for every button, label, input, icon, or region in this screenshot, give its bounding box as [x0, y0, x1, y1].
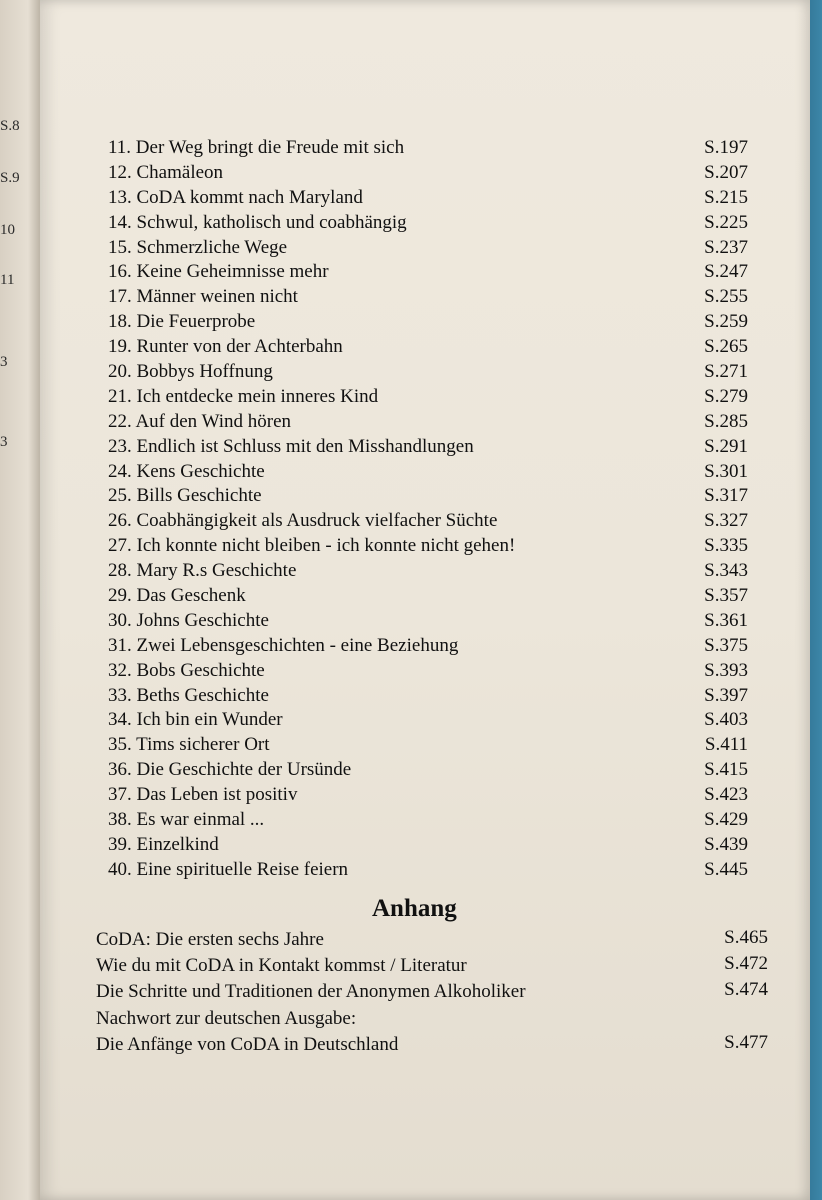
toc-entry: [108, 584, 748, 609]
toc-entry: [108, 708, 748, 733]
toc-entry-text: Bobs Geschichte: [136, 659, 265, 681]
toc-entry-page: S.403: [704, 709, 748, 731]
appendix-entry: [96, 1007, 768, 1033]
appendix-entry-title: CoDA: Die ersten sechs Jahre: [96, 929, 324, 950]
toc-entry-title: [108, 211, 407, 236]
toc-entry-page: S.237: [704, 236, 748, 258]
toc-entry-text: Ich bin ein Wunder: [136, 709, 283, 731]
toc-entry: [108, 484, 748, 509]
toc-entry: [108, 509, 748, 534]
toc-entry-title: [108, 260, 329, 285]
toc-entry-number: 37.: [108, 784, 132, 806]
toc-entry: [108, 733, 748, 758]
toc-entry-text: Es war einmal ...: [136, 809, 265, 831]
toc-entry-number: 24.: [108, 460, 132, 482]
toc-entry-title: [108, 808, 264, 833]
toc-entry-text: Die Geschichte der Ursünde: [136, 759, 352, 781]
toc-entry-number: 21.: [108, 385, 132, 407]
toc-entry-page: S.225: [704, 211, 748, 233]
toc-entry-number: 17.: [108, 286, 132, 308]
toc-entry-title: [108, 708, 283, 733]
appendix-entry-page: S.474: [724, 979, 768, 1000]
toc-entry: [108, 808, 748, 833]
toc-entry: [108, 236, 748, 261]
toc-entry-page: S.291: [704, 435, 748, 457]
toc-entry-page: S.285: [704, 410, 748, 432]
toc-entry-title: [108, 335, 343, 360]
left-page-fragment: 3: [0, 434, 8, 450]
appendix-entry: [96, 954, 768, 980]
toc-entry-number: 27.: [108, 535, 132, 557]
toc-entry: [108, 858, 748, 883]
toc-entry-title: [108, 584, 246, 609]
toc-entry-title: [108, 858, 348, 883]
toc-entry: [108, 186, 748, 211]
toc-entry-text: Das Geschenk: [136, 585, 246, 607]
toc-entry-text: Runter von der Achterbahn: [136, 336, 343, 358]
toc-entry-title: [108, 684, 269, 709]
toc-entry: [108, 211, 748, 236]
toc-entry-page: S.271: [704, 361, 748, 383]
toc-entry: [108, 460, 748, 485]
toc-entry-title: [108, 186, 363, 211]
toc-entry-title: [108, 285, 298, 310]
toc-entry-text: Coabhängigkeit als Ausdruck vielfacher Süchte: [136, 510, 498, 532]
toc-entry-text: Chamäleon: [136, 161, 224, 183]
toc-entry-number: 40.: [108, 858, 132, 880]
left-page-fragment: 3: [0, 354, 8, 370]
toc-entry-page: S.423: [704, 784, 748, 806]
toc-entry-page: S.259: [704, 311, 748, 333]
toc-entry-number: 12.: [108, 161, 132, 183]
toc-entry: [108, 385, 748, 410]
toc-entry-number: 29.: [108, 585, 132, 607]
toc-entry-text: Das Leben ist positiv: [136, 784, 298, 806]
toc-entry-title: [108, 634, 458, 659]
toc-entry: [108, 684, 748, 709]
left-page-fragment: 11: [0, 272, 15, 288]
toc-entry-text: Tims sicherer Ort: [136, 734, 270, 756]
toc-entry-text: Keine Geheimnisse mehr: [136, 261, 329, 283]
toc-entry-title: [108, 534, 515, 559]
toc-entry: [108, 634, 748, 659]
toc-entry-text: Einzelkind: [136, 833, 219, 855]
toc-entry-number: 33.: [108, 684, 132, 706]
toc-entry-number: 20.: [108, 361, 132, 383]
toc-entry: [108, 559, 748, 584]
toc-entry-number: 35.: [108, 734, 132, 756]
appendix-heading: Anhang: [372, 895, 457, 922]
toc-entry-page: S.327: [704, 510, 748, 532]
appendix-entry: [96, 1033, 768, 1059]
toc-entry: [108, 783, 748, 808]
toc-entry-page: S.357: [704, 585, 748, 607]
toc-entry-text: Mary R.s Geschichte: [136, 560, 297, 582]
left-page-fragment: 10: [0, 222, 15, 238]
toc-entry-page: S.375: [704, 634, 748, 656]
toc-entry: [108, 435, 748, 460]
toc-entry-page: S.247: [704, 261, 748, 283]
toc-entry-text: Endlich ist Schluss mit den Misshandlungen: [136, 435, 474, 457]
toc-entry-title: [108, 435, 474, 460]
toc-entry-page: S.429: [704, 809, 748, 831]
toc-entry-text: Bills Geschichte: [136, 485, 262, 507]
toc-entry-number: 13.: [108, 186, 132, 208]
toc-entry-title: [108, 236, 287, 261]
toc-entry-page: S.393: [704, 659, 748, 681]
toc-entry-page: S.335: [704, 535, 748, 557]
appendix-entry-title: Die Anfänge von CoDA in Deutschland: [96, 1034, 399, 1055]
appendix-entry: [96, 980, 768, 1007]
toc-entry: [108, 136, 748, 161]
left-facing-page: [0, 0, 40, 1200]
toc-entry-text: Johns Geschichte: [136, 609, 269, 631]
appendix-entry-title: Nachwort zur deutschen Ausgabe:: [96, 1008, 357, 1029]
toc-entry-page: S.197: [704, 137, 748, 158]
toc-entry-page: S.439: [704, 833, 748, 855]
toc-entry-title: [108, 460, 265, 485]
toc-entry-text: Ich konnte nicht bleiben - ich konnte nicht gehen!: [136, 535, 516, 557]
toc-entry-number: 18.: [108, 311, 132, 333]
toc-entry-title: [108, 758, 351, 783]
toc-entry-page: S.279: [704, 385, 748, 407]
toc-entry-number: 28.: [108, 560, 132, 582]
appendix-entry-title: Die Schritte und Traditionen der Anonymen Alkoholiker: [96, 981, 526, 1002]
toc-entry-number: 36.: [108, 759, 132, 781]
toc-entry-title: [108, 733, 270, 758]
toc-entry: [108, 285, 748, 310]
toc-entry: [108, 659, 748, 684]
toc-entry-page: S.317: [704, 485, 748, 507]
toc-entry-title: [108, 360, 273, 385]
toc-entry-number: 15.: [108, 236, 132, 258]
toc-entry-number: 30.: [108, 609, 132, 631]
toc-entry-page: S.411: [704, 734, 748, 756]
toc-entry-text: Männer weinen nicht: [136, 286, 298, 308]
toc-entry-title: [108, 310, 255, 335]
toc-entry: [108, 609, 748, 634]
appendix-entry-title: Wie du mit CoDA in Kontakt kommst / Literatur: [96, 955, 467, 976]
toc-entry-number: 34.: [108, 709, 132, 731]
toc-entry-title: [108, 559, 296, 584]
toc-entry-page: S.255: [704, 286, 748, 308]
toc-entry-page: S.265: [704, 336, 748, 358]
appendix-entry-page: S.477: [724, 1032, 768, 1053]
toc-entry: [108, 410, 748, 435]
appendix-list: [96, 928, 768, 1059]
left-page-fragment: S.8: [0, 118, 20, 134]
toc-entry-number: 31.: [108, 634, 132, 656]
appendix-entry-page: S.472: [724, 953, 768, 974]
toc-entry-page: S.301: [704, 460, 748, 482]
toc-entry-number: 19.: [108, 336, 132, 358]
toc-entry-number: 16.: [108, 261, 132, 283]
toc-entry: [108, 534, 748, 559]
toc-entry-text: Beths Geschichte: [136, 684, 269, 706]
toc-entry: [108, 310, 748, 335]
table-of-contents: [108, 136, 748, 883]
toc-entry-page: S.361: [704, 609, 748, 631]
appendix-entry-page: S.465: [724, 927, 768, 948]
toc-entry-number: 23.: [108, 435, 132, 457]
toc-entry-title: [108, 833, 219, 858]
toc-entry-page: S.415: [704, 759, 748, 781]
toc-entry: [108, 335, 748, 360]
toc-entry-title: [108, 659, 265, 684]
toc-entry-title: [108, 484, 262, 509]
toc-entry-text: Eine spirituelle Reise feiern: [136, 858, 349, 880]
toc-entry-number: 38.: [108, 809, 132, 831]
toc-entry-page: S.207: [704, 161, 748, 183]
toc-entry-title: [108, 509, 497, 534]
toc-entry-text: CoDA kommt nach Maryland: [136, 186, 363, 208]
toc-entry-page: S.343: [704, 560, 748, 582]
toc-entry-text: Der Weg bringt die Freude mit sich: [135, 137, 405, 158]
toc-entry-number: 25.: [108, 485, 132, 507]
toc-entry-page: S.397: [704, 684, 748, 706]
toc-entry-number: 39.: [108, 833, 132, 855]
toc-entry-title: [108, 385, 378, 410]
toc-entry-number: 14.: [108, 211, 132, 233]
toc-entry-number: 26.: [108, 510, 132, 532]
toc-entry: [108, 833, 748, 858]
toc-entry-text: Auf den Wind hören: [135, 410, 292, 432]
toc-entry-title: [108, 136, 404, 161]
toc-entry-number: 11.: [108, 137, 132, 158]
toc-entry-text: Zwei Lebensgeschichten - eine Beziehung: [136, 634, 459, 656]
toc-entry-number: 22.: [108, 410, 132, 432]
appendix-entry: [96, 928, 768, 954]
toc-entry-text: Ich entdecke mein inneres Kind: [136, 385, 379, 407]
toc-entry-title: [108, 783, 297, 808]
toc-entry-title: [108, 609, 269, 634]
toc-entry-page: S.445: [704, 858, 748, 880]
toc-entry-text: Schwul, katholisch und coabhängig: [136, 211, 407, 233]
toc-entry-text: Schmerzliche Wege: [136, 236, 288, 258]
toc-entry-text: Bobbys Hoffnung: [136, 361, 273, 383]
toc-entry-page: S.215: [704, 186, 748, 208]
toc-entry: [108, 161, 748, 186]
left-page-fragment: S.9: [0, 170, 20, 186]
toc-entry: [108, 758, 748, 783]
toc-entry-title: [108, 161, 223, 186]
toc-entry: [108, 260, 748, 285]
toc-entry-title: [108, 410, 291, 435]
toc-entry: [108, 360, 748, 385]
toc-entry-number: 32.: [108, 659, 132, 681]
toc-entry-text: Kens Geschichte: [136, 460, 265, 482]
toc-entry-text: Die Feuerprobe: [136, 311, 256, 333]
